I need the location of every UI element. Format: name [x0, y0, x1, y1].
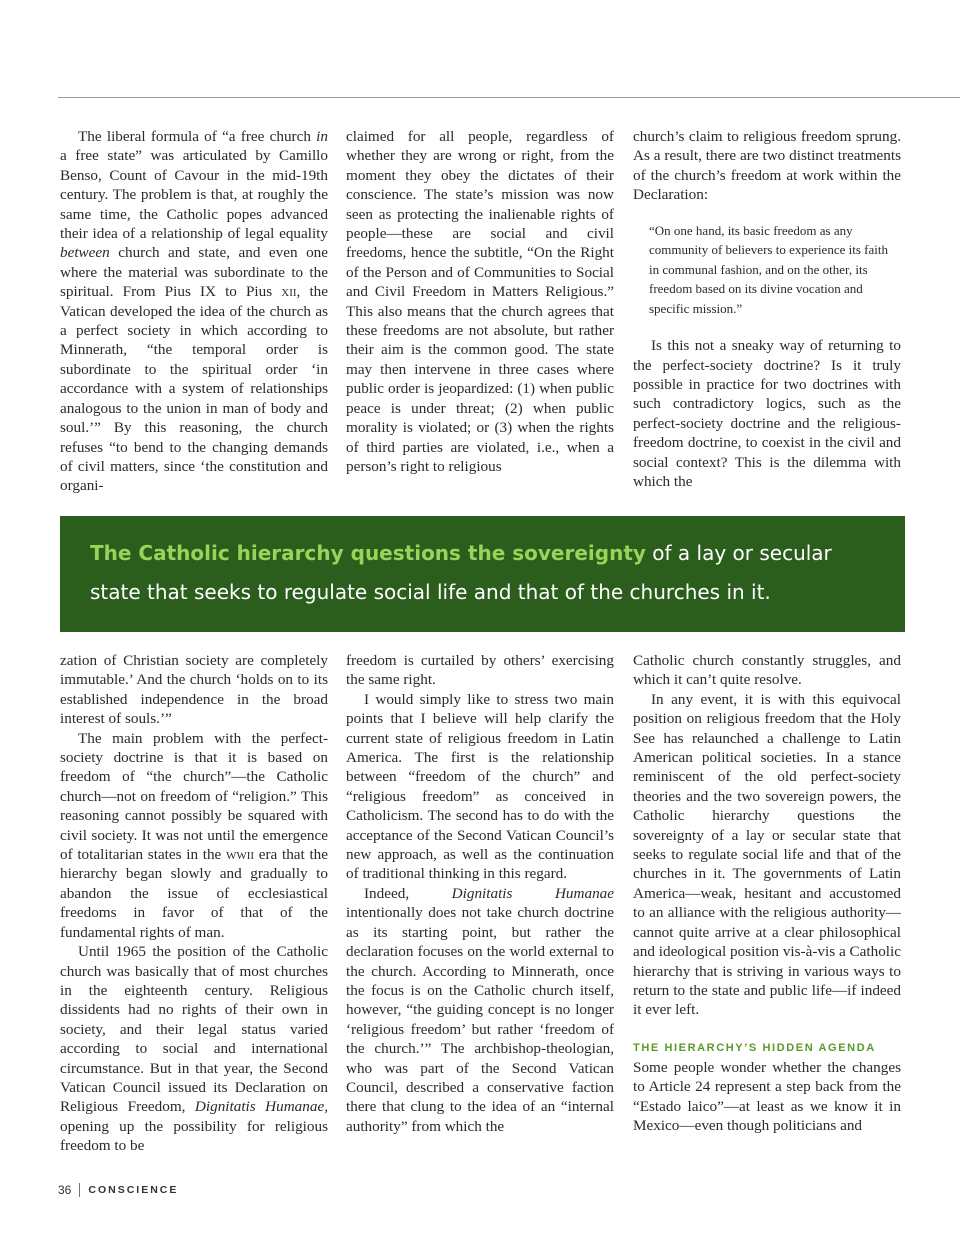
text-run: Is this not a sneaky way of returning to the perfect-society doctrine? Is it truly possible in practice for two doctrines with such contradictory logics, such as the perfect-society doctrine and the religious-freedom doctrine, to coexist in the civil and social context? This is the dilemma with which the — [633, 337, 901, 490]
block-quote — [649, 221, 901, 319]
paragraph — [633, 690, 901, 1020]
bottom-column-3 — [633, 651, 901, 1161]
pull-quote — [60, 516, 905, 632]
bottom-column-1 — [60, 651, 328, 1161]
paragraph — [346, 127, 614, 476]
text-run: The liberal formula of “a free church — [78, 128, 317, 145]
paragraph — [346, 690, 614, 884]
page-footer — [58, 1181, 178, 1199]
text-run: church and state, and even one where the material was subordinate to the spiritual. From Pius IX to Pius — [60, 244, 328, 301]
text-run: Indeed, — [364, 884, 452, 902]
paragraph — [60, 127, 328, 496]
text-run: Some people wonder whether the changes to Article 24 represent a step back from the “Estado laico”—at least as we know it in Mexico—even though politicians and — [633, 1058, 901, 1134]
text-run: era that the hierarchy began slowly and gradually to abandon the issue of ecclesiastical freedoms in favor of that of the fundamental rights of man. — [60, 846, 328, 941]
paragraph — [633, 1058, 901, 1136]
paragraph — [633, 651, 901, 690]
section-heading: THE HIERARCHY’S HIDDEN AGENDA — [633, 1041, 876, 1054]
text-run: xii — [281, 283, 297, 301]
text-run: claimed for all people, regardless of whether they are wrong or right, from the moment they obey the dictates of their conscience. The state’s mission was now seen as protecting the inalienable rights of people—these are social and civil freedoms, hence the subtitle, “On the Right of the Person and of Communities to Social and Civil Freedom in Matters Religious.” This also means that the church agrees that these freedoms are not absolute, but rather their aim is the common good. The state may then intervene in three cases where public order is jeopardized: (1) when public peace is under threat; (2) when public morality is violated; or (3) when the rights of third parties are violated, i.e., when a person’s right to religious — [346, 128, 614, 475]
paragraph — [633, 127, 901, 205]
text-run: , opening up the possibility for religious freedom to be — [60, 1098, 328, 1155]
text-run: a free state” was articulated by Camillo Benso, Count of Cavour in the mid-19th century. The problem is that, at roughly the same time, the Catholic popes advanced their idea of a relationship of legal equality — [60, 147, 328, 243]
text-run: zation of Christian society are completely immutable.’ And the church ‘holds on to its established independence in the broad interest of souls.’” — [60, 652, 328, 728]
text-run: I would simply like to stress two main points that I believe will help clarify the current state of religious freedom in Latin America. The first is the relationship between “freedom of the church” and “religious freedom” as conceived in Catholicism. The second has to do with the acceptance of the Second Vatican Council’s new approach, as well as the continuation of traditional thinking in this regard. — [346, 690, 614, 883]
paragraph — [60, 942, 328, 1155]
paragraph — [346, 884, 614, 1136]
pull-quote-rest: of a lay or secular state that seeks to regulate social life and that of the churches in it. — [90, 541, 832, 604]
paragraph — [633, 336, 901, 491]
top-column-2 — [346, 127, 614, 502]
text-run: The main problem with the perfect-society doctrine is that it is based on freedom of “the church”—the Catholic church—not on freedom of “religion.” This reasoning cannot possibly be squared with civil society. It was not until the emergence of totalitarian states in the — [60, 729, 328, 864]
paragraph — [60, 651, 328, 729]
italic-run: in — [316, 128, 328, 145]
paragraph — [60, 729, 328, 942]
text-run: “On one hand, its basic freedom as any community of believers to experience its faith in communal fashion, and on the other, its freedom based on its divine vocation and specific mission.” — [649, 222, 888, 316]
top-column-3 — [633, 127, 901, 502]
text-run: Catholic church constantly struggles, and which it can’t quite resolve. — [633, 652, 901, 689]
text-run: wwii — [225, 846, 255, 864]
page-number: 36 — [58, 1183, 80, 1197]
text-run: Until 1965 the position of the Catholic church was basically that of most churches in the eighteenth century. Religious dissidents had no rights of their own in society, and their legal status varied according to social and international circumstance. But in that year, the Second Vatican Council issued its Declaration on Religious Freedom, — [60, 943, 328, 1116]
text-run: In any event, it is with this equivocal position on religious freedom that the Holy See has relaunched a challenge to Latin American political societies. In a stance reminiscent of the old perfect-society theories and the two sovereign powers, the Catholic hierarchy questions the sovereignty of a lay or secular state that seeks to regulate social life and that of the churches in it. The governments of Latin America—weak, hesitant and accustomed to an alliance with the religious authority—cannot quite arrive at a clear philosophical and ideological position vis-à-vis a Catholic hierarchy that is striving in various ways to return to the state and public life—if indeed it ever left. — [633, 690, 901, 1019]
magazine-name: CONSCIENCE — [88, 1184, 179, 1196]
text-run: freedom is curtailed by others’ exercising the same right. — [346, 652, 614, 689]
pull-quote-highlight: The Catholic hierarchy questions the sovereignty — [90, 541, 646, 565]
italic-run: Dignitatis Humanae — [194, 1098, 325, 1116]
italic-run: between — [60, 244, 110, 262]
top-rule — [58, 97, 960, 98]
bottom-column-2 — [346, 651, 614, 1161]
text-run: church’s claim to religious freedom sprung. As a result, there are two distinct treatments of the church’s freedom at work within the Declaration: — [633, 128, 901, 204]
top-column-1 — [60, 127, 328, 502]
text-run: intentionally does not take church doctrine as its starting point, but rather the declaration focuses on the world external to the church. According to Minnerath, once the focus is on the Catholic church itself, however, “the guiding concept is no longer ‘religious freedom’ but rather ‘freedom of the church.’” The archbishop-theologian, who was part of the Second Vatican Council, described a conservative faction there that clung to the idea of an “internal authority” from which the — [346, 904, 614, 1135]
paragraph — [346, 651, 614, 690]
text-run: , the Vatican developed the idea of the church as a perfect society in which according to Minnerath, “the temporal order is subordinate to the spiritual order ‘in accordance with a system of relationships analogous to the union in man of body and soul.’” By this reasoning, the church refuses “to bend to the changing demands of civil matters, since ‘the constitution and organi- — [60, 283, 328, 495]
italic-run: Dignitatis Humanae — [451, 884, 614, 902]
